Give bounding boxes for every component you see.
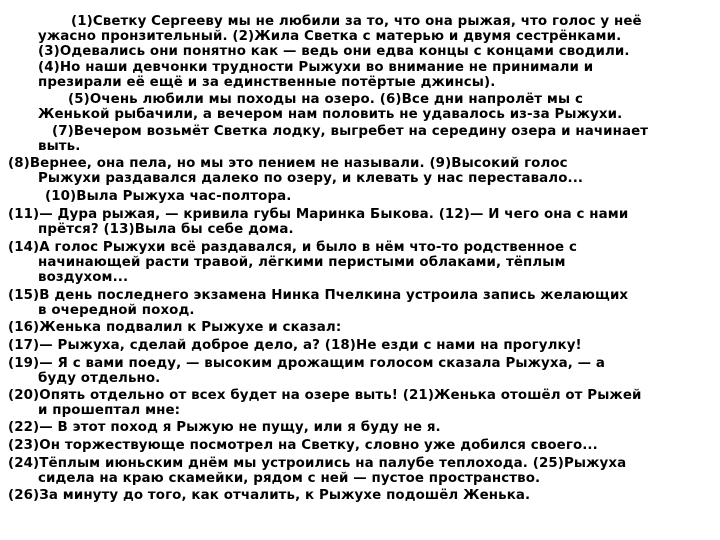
paragraph-7 xyxy=(8,240,577,286)
text-line: (1)Светку Сергееву мы не любили за то, что она рыжая, что голос у неё xyxy=(71,14,642,29)
paragraph-1 xyxy=(38,14,642,90)
text-line: (7)Вечером возьмёт Светка лодку, выгребет на середину озера и начинает xyxy=(52,124,649,139)
text-line: (23)Он торжествующе посмотрел на Светку, словно уже добился своего... xyxy=(8,438,598,453)
paragraph-6 xyxy=(8,207,628,237)
paragraph-9 xyxy=(8,320,341,335)
paragraph-11 xyxy=(8,356,605,386)
paragraph-12 xyxy=(8,388,642,418)
text-line: (5)Очень любили мы походы на озеро. (6)Все дни напролёт мы с xyxy=(68,92,583,107)
text-line: (11)— Дура рыжая, — кривила губы Маринка Быкова. (12)— И чего она с нами xyxy=(8,207,629,222)
text-line: воздухом... xyxy=(38,270,129,286)
paragraph-13 xyxy=(8,420,441,435)
text-line: (15)В день последнего экзамена Нинка Пчелкина устроила запись желающих xyxy=(8,288,629,303)
text-line: (19)— Я с вами поеду, — высоким дрожащим голосом сказала Рыжуха, — а xyxy=(8,356,606,371)
text-line: (4)Но наши девчонки трудности Рыжухи во внимание не принимали и xyxy=(38,59,594,75)
text-line: (22)— В этот поход я Рыжую не пущу, или я буду не я. xyxy=(8,420,441,435)
paragraph-5 xyxy=(45,189,291,204)
text-line: (14)А голос Рыжухи всё раздавался, и было в нём что-то родственное с xyxy=(8,240,577,255)
text-line: (24)Тёплым июньским днём мы устроились на палубе теплохода. (25)Рыжуха xyxy=(8,456,627,471)
text-line: в очередной поход. xyxy=(38,303,195,319)
text-line: (8)Вернее, она пела, но мы это пением не называли. (9)Высокий голос xyxy=(8,156,568,171)
paragraph-2 xyxy=(38,92,622,122)
text-line: ужасно пронзительный. (2)Жила Светка с матерью и двумя сестрёнками. xyxy=(38,29,622,45)
text-line: начинающей расти травой, лёгкими перистыми облаками, тёплым xyxy=(38,255,566,271)
text-line: (20)Опять отдельно от всех будет на озере выть! (21)Женька отошёл от Рыжей xyxy=(8,388,642,403)
text-line: Женькой рыбачили, а вечером нам половить не удавалось из-за Рыжухи. xyxy=(38,107,623,123)
text-line: Рыжухи раздавался далеко по озеру, и клевать у нас переставало... xyxy=(38,171,584,187)
paragraph-8 xyxy=(8,288,628,318)
text-line: (16)Женька подвалил к Рыжухе и сказал: xyxy=(8,320,342,335)
paragraph-3 xyxy=(38,124,648,154)
paragraph-15 xyxy=(8,456,626,486)
paragraph-14 xyxy=(8,438,598,453)
paragraph-10 xyxy=(8,338,582,353)
paragraph-4 xyxy=(8,156,583,186)
text-line: (3)Одевались они понятно как — ведь они едва концы с концами сводили. xyxy=(38,44,630,60)
text-line: презирали её ещё и за единственные потёртые джинсы). xyxy=(38,74,496,90)
paragraph-16 xyxy=(8,488,530,503)
text-line: (17)— Рыжуха, сделай доброе дело, а? (18)Не езди с нами на прогулку! xyxy=(8,338,582,353)
text-line: прётся? (13)Выла бы себе дома. xyxy=(38,222,294,238)
text-line: и прошептал мне: xyxy=(38,403,181,419)
text-line: (10)Выла Рыжуха час-полтора. xyxy=(45,189,292,204)
text-line: сидела на краю скамейки, рядом с ней — пустое пространство. xyxy=(38,471,541,487)
text-line: буду отдельно. xyxy=(38,371,161,387)
text-line: выть. xyxy=(38,139,81,155)
text-line: (26)За минуту до того, как отчалить, к Рыжухе подошёл Женька. xyxy=(8,488,531,503)
